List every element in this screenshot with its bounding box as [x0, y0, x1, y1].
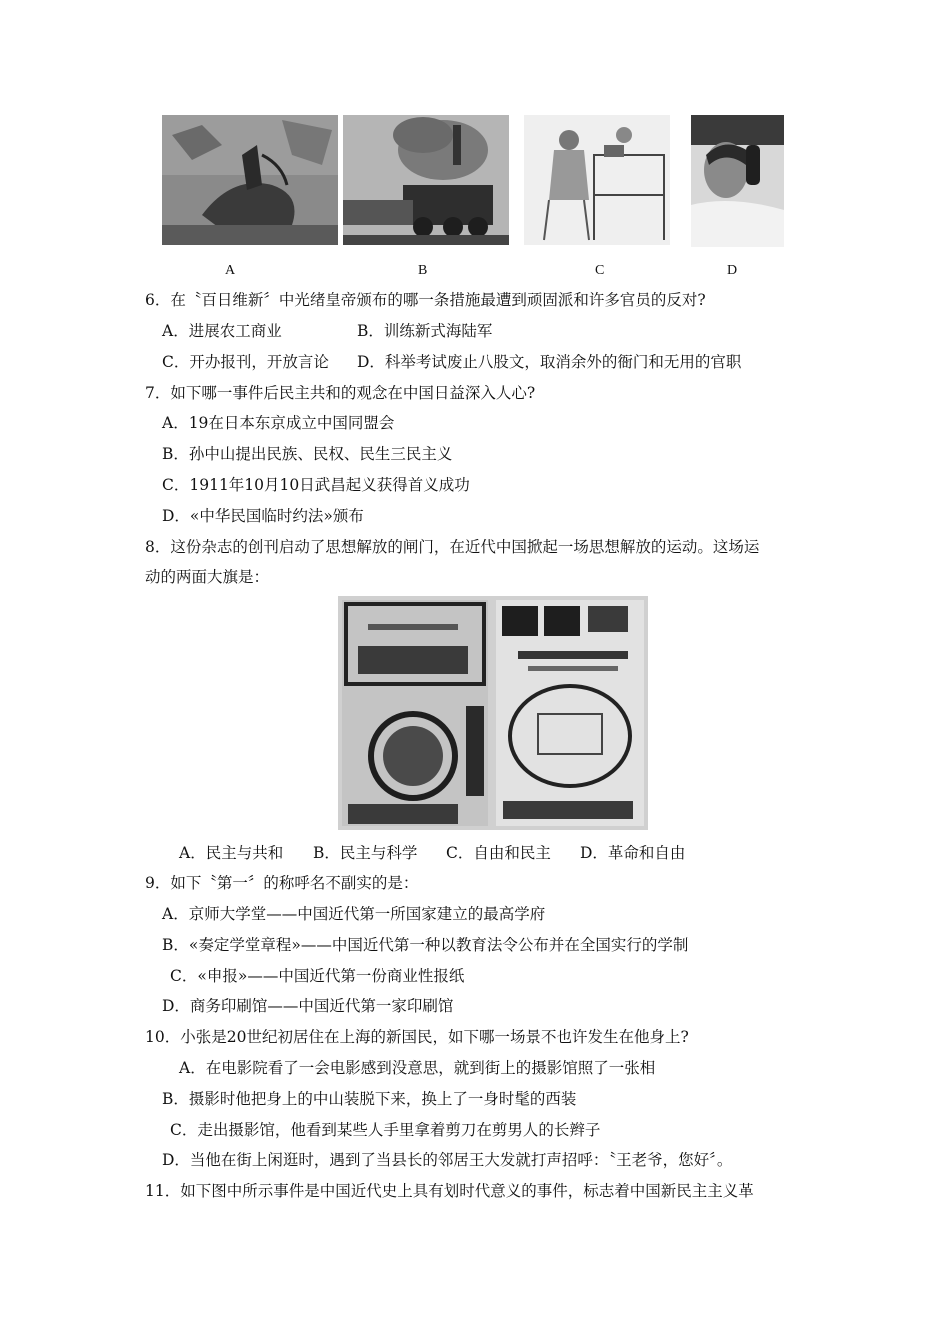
q8-option-b: B．民主与科学: [313, 844, 418, 862]
q8-stem-line2: 动的两面大旗是：: [145, 568, 270, 586]
q9-option-d: D．商务印刷馆——中国近代第一家印刷馆: [162, 997, 454, 1015]
q10-stem: 10．小张是20世纪初居住在上海的新国民，如下哪一场景不也许发生在他身上?: [145, 1028, 689, 1046]
q7-option-c: C．1911年10月10日武昌起义获得首义成功: [162, 476, 470, 494]
photo-b-steam-train: [343, 115, 509, 245]
photo-c-telegraph-operators: [524, 115, 670, 245]
q10-option-c: C．走出摄影馆，他看到某些人手里拿着剪刀在剪男人的长辫子: [170, 1121, 601, 1139]
photo-label-d: D: [727, 263, 738, 278]
photo-label-a: A: [225, 263, 236, 278]
q9-option-b: B．«奏定学堂章程»——中国近代第一种以教育法令公布并在全国实行的学制: [162, 936, 689, 954]
photo-d-telephone-caller: [691, 115, 784, 247]
q11-stem: 11．如下图中所示事件是中国近代史上具有划时代意义的事件，标志着中国新民主主义革: [145, 1182, 754, 1200]
q8-stem-line1: 8．这份杂志的创刊启动了思想解放的闸门，在近代中国掀起一场思想解放的运动。这场运: [145, 538, 760, 556]
q8-option-a: A．民主与共和: [179, 844, 284, 862]
q6-option-d: D．科举考试废止八股文，取消余外的衙门和无用的官职: [357, 353, 742, 371]
q7-stem: 7．如下哪一事件后民主共和的观念在中国日益深入人心?: [145, 384, 536, 402]
q10-option-d: D．当他在街上闲逛时，遇到了当县长的邻居王大发就打声招呼：〝王老爷，您好〞。: [162, 1151, 733, 1169]
q6-option-b: B．训练新式海陆军: [357, 322, 493, 340]
photo-label-c: C: [595, 263, 605, 278]
q6-option-c: C．开办报刊，开放言论: [162, 353, 329, 371]
q10-option-a: A．在电影院看了一会电影感到没意思，就到街上的摄影馆照了一张相: [179, 1059, 656, 1077]
magazine-cover-image: [338, 596, 648, 830]
q7-option-a: A．19在日本东京成立中国同盟会: [162, 414, 395, 432]
q9-option-a: A．京师大学堂——中国近代第一所国家建立的最高学府: [162, 905, 546, 923]
q7-option-d: D．«中华民国临时约法»颁布: [162, 507, 364, 525]
q7-option-b: B．孙中山提出民族、民权、民生三民主义: [162, 445, 453, 463]
q6-option-a: A．进展农工商业: [162, 322, 282, 340]
q10-option-b: B．摄影时他把身上的中山装脱下来，换上了一身时髦的西装: [162, 1090, 577, 1108]
q9-stem: 9．如下〝第一〞的称呼名不副实的是：: [145, 874, 419, 892]
q8-option-d: D．革命和自由: [580, 844, 686, 862]
q9-option-c: C．«申报»——中国近代第一份商业性报纸: [170, 967, 465, 985]
q8-option-c: C．自由和民主: [446, 844, 551, 862]
photo-label-b: B: [418, 263, 428, 278]
photo-a-horse-rider: [162, 115, 338, 245]
q6-stem: 6．在〝百日维新〞中光绪皇帝颁布的哪一条措施最遭到顽固派和许多官员的反对?: [145, 291, 706, 309]
